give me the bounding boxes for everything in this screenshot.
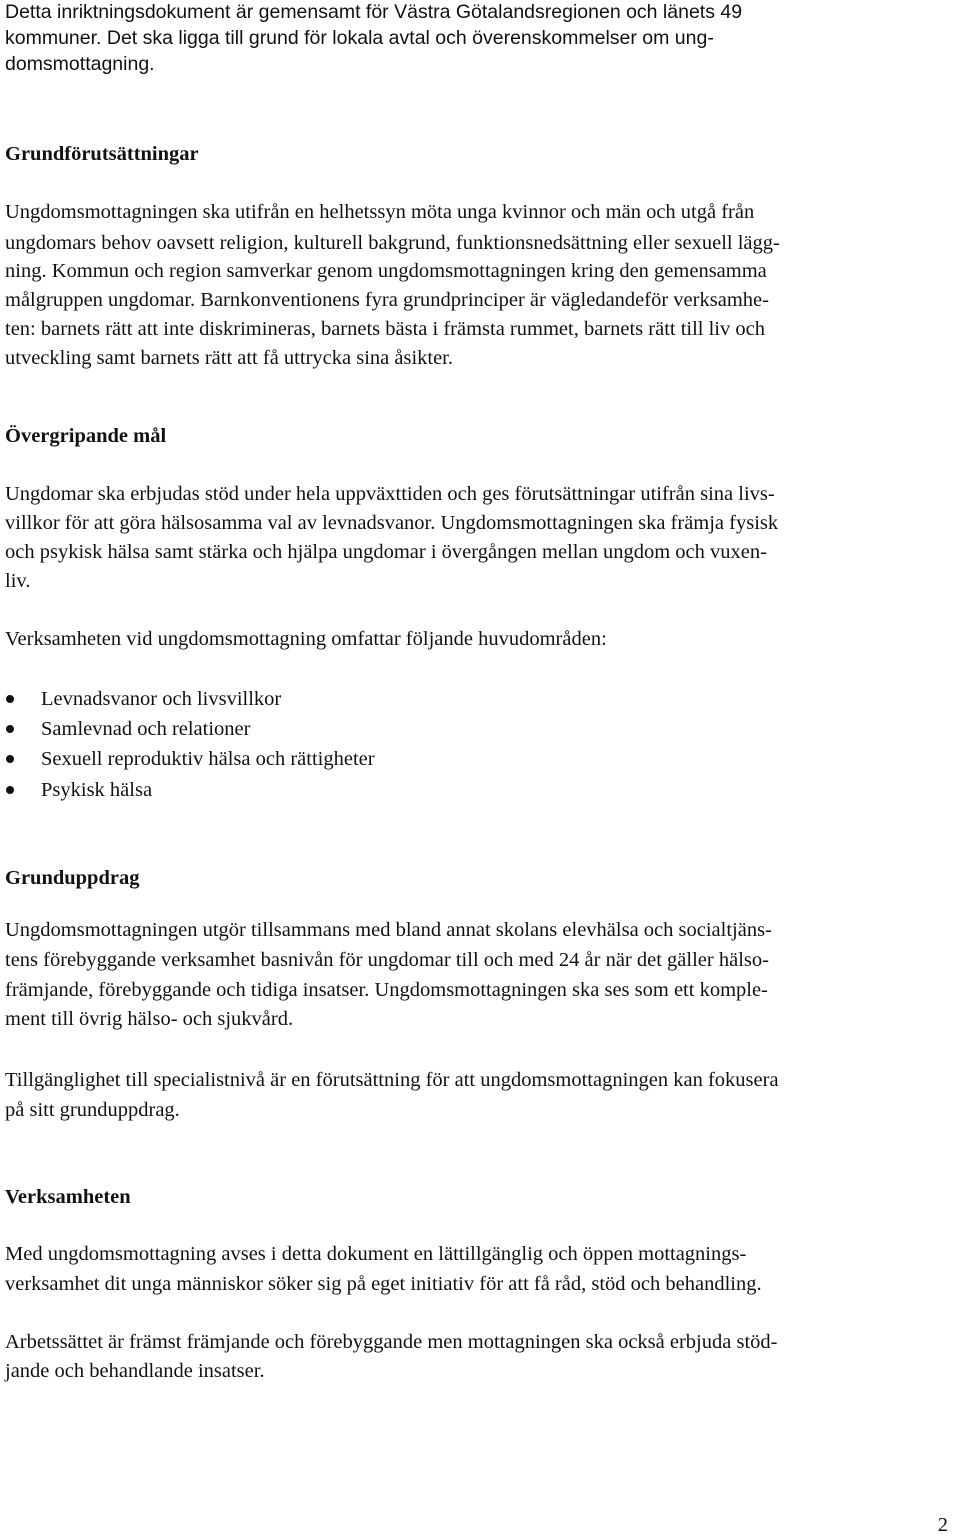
paragraph-line: liv. — [5, 570, 31, 592]
bullet-icon — [6, 725, 14, 733]
paragraph-line: på sitt grunduppdrag. — [5, 1099, 180, 1121]
paragraph-line: ungdomars behov oavsett religion, kulturell bakgrund, funktionsnedsättning eller sexuell lägg- — [5, 232, 780, 254]
list-item-label: Levnadsvanor och livsvillkor — [41, 688, 282, 710]
paragraph-line: Ungdomsmottagningen ska utifrån en helhetssyn möta unga kvinnor och män och utgå från — [5, 201, 755, 223]
section-heading-overgripande-mal: Övergripande mål — [5, 425, 167, 447]
section-heading-verksamheten: Verksamheten — [5, 1186, 131, 1208]
paragraph-line: målgruppen ungdomar. Barnkonventionens fyra grundprinciper är vägledandeför verksamhe- — [5, 289, 769, 311]
paragraph-line: och psykisk hälsa samt stärka och hjälpa ungdomar i övergången mellan ungdom och vuxen- — [5, 541, 767, 563]
bullet-icon — [6, 786, 14, 794]
list-intro: Verksamheten vid ungdomsmottagning omfattar följande huvudområden: — [5, 628, 607, 650]
paragraph-line: ning. Kommun och region samverkar genom ungdomsmottagningen kring den gemensamma — [5, 260, 767, 282]
paragraph-line: Ungdomar ska erbjudas stöd under hela uppväxttiden och ges förutsättningar utifrån sina livs- — [5, 483, 775, 505]
list-item-label: Samlevnad och relationer — [41, 718, 251, 740]
paragraph-line: Arbetssättet är främst främjande och förebyggande men mottagningen ska också erbjuda stöd- — [5, 1331, 778, 1353]
list-item-label: Sexuell reproduktiv hälsa och rättigheter — [41, 748, 375, 770]
paragraph-line: tens förebyggande verksamhet basnivån för ungdomar till och med 24 år när det gäller hälso- — [5, 949, 769, 971]
paragraph-line: utveckling samt barnets rätt att få uttrycka sina åsikter. — [5, 347, 454, 369]
list-item-label: Psykisk hälsa — [41, 779, 153, 801]
paragraph-line: Tillgänglighet till specialistnivå är en förutsättning för att ungdomsmottagningen kan fokusera — [5, 1069, 779, 1091]
section-heading-grundforutsattningar: Grundförutsättningar — [5, 143, 199, 165]
paragraph-line: främjande, förebyggande och tidiga insatser. Ungdomsmottagningen ska ses som ett komple- — [5, 979, 768, 1001]
paragraph-line: Med ungdomsmottagning avses i detta dokument en lättillgänglig och öppen mottagnings- — [5, 1243, 747, 1265]
intro-line: kommuner. Det ska ligga till grund för lokala avtal och överenskommelser om ung- — [5, 27, 714, 49]
intro-line: Detta inriktningsdokument är gemensamt för Västra Götalandsregionen och länets 49 — [5, 1, 743, 23]
paragraph-line: verksamhet dit unga människor söker sig på eget initiativ för att få råd, stöd och behandling. — [5, 1273, 762, 1295]
paragraph-line: villkor för att göra hälsosamma val av levnadsvanor. Ungdomsmottagningen ska främja fysisk — [5, 512, 779, 534]
intro-line: domsmottagning. — [5, 53, 155, 75]
section-heading-grunduppdrag: Grunduppdrag — [5, 867, 140, 889]
paragraph-line: ment till övrig hälso- och sjukvård. — [5, 1008, 294, 1030]
bullet-icon — [6, 755, 14, 763]
bullet-icon — [6, 695, 14, 703]
page-number: 2 — [937, 1514, 948, 1536]
paragraph-line: jande och behandlande insatser. — [5, 1360, 265, 1382]
paragraph-line: Ungdomsmottagningen utgör tillsammans med bland annat skolans elevhälsa och socialtjäns- — [5, 919, 772, 941]
paragraph-line: ten: barnets rätt att inte diskrimineras, barnets bästa i främsta rummet, barnets rätt till liv och — [5, 318, 765, 340]
